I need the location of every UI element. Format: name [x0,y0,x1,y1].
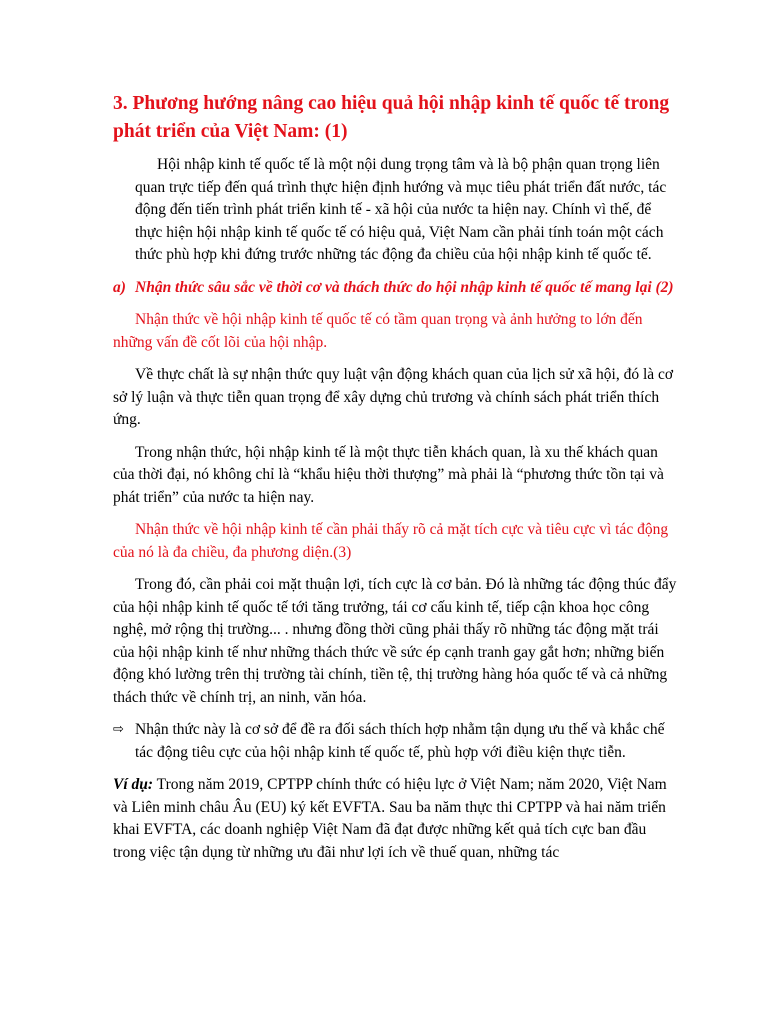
section-heading: 3. Phương hướng nâng cao hiệu quả hội nhập kinh tế quốc tế trong phát triển của Việt Nam: (1) [113,93,670,142]
conclusion-text: Nhận thức này là cơ sở để đề ra đối sách thích hợp nhằm tận dụng ưu thế và khắc chế tác động tiêu cực của hội nhập kinh tế quốc tế, phù hợp với điều kiện thực tiễn. [135,721,665,761]
arrow-right-icon: ⇨ [113,722,124,737]
subsection-a-heading [113,277,678,300]
subsection-a-title: Nhận thức sâu sắc về thời cơ và thách thức do hội nhập kinh tế quốc tế mang lại (2) [135,278,674,296]
highlight-paragraph-2: Nhận thức về hội nhập kinh tế cần phải thấy rõ cả mặt tích cực và tiêu cực vì tác động của nó là đa chiều, đa phương diện.(3) [113,521,669,561]
document-page [113,90,678,864]
highlight-paragraph-1: Nhận thức về hội nhập kinh tế quốc tế có tầm quan trọng và ảnh hưởng to lớn đến những vấn đề cốt lõi của hội nhập. [113,311,643,351]
subsection-a-marker: a) [113,278,126,296]
example-label: Ví dụ: [113,776,154,793]
intro-paragraph: Hội nhập kinh tế quốc tế là một nội dung trọng tâm và là bộ phận quan trọng liên quan trực tiếp đến quá trình thực hiện định hướng và mục tiêu phát triển đất nước, tác động đến tiến trình phát triển kinh tế - xã hội của nước ta hiện nay. Chính vì thế, để thực hiện hội nhập kinh tế quốc tế có hiệu quả, Việt Nam cần phải tính toán một cách thức phù hợp khi đứng trước những tác động đa chiều của hội nhập kinh tế quốc tế. [135,156,667,263]
example-paragraph [113,774,678,864]
example-text: Trong năm 2019, CPTPP chính thức có hiệu lực ở Việt Nam; năm 2020, Việt Nam và Liên minh châu Âu (EU) ký kết EVFTA. Sau ba năm thực thi CPTPP và hai năm triển khai EVFTA, các doanh nghiệp Việt Nam đã đạt được những kết quả tích cực ban đầu trong việc tận dụng từ những ưu đãi như lợi ích về thuế quan, những tác [113,776,667,861]
body-paragraph-1: Về thực chất là sự nhận thức quy luật vận động khách quan của lịch sử xã hội, đó là cơ sở lý luận và thực tiễn quan trọng để xây dựng chủ trương và chính sách phát triển thích ứng. [113,366,674,428]
body-paragraph-3: Trong đó, cần phải coi mặt thuận lợi, tích cực là cơ bản. Đó là những tác động thúc đẩy của hội nhập kinh tế quốc tế tới tăng trưởng, tái cơ cấu kinh tế, tiếp cận khoa học công nghệ, mở rộng thị trường... . nhưng đồng thời cũng phải thấy rõ những tác động mặt trái của hội nhập kinh tế như những thách thức về sức ép cạnh tranh gay gắt hơn; những biến động khó lường trên thị trường tài chính, tiền tệ, thị trường hàng hóa quốc tế và cả những thách thức về chính trị, an ninh, văn hóa. [113,576,677,706]
body-paragraph-2: Trong nhận thức, hội nhập kinh tế là một thực tiễn khách quan, là xu thế khách quan của thời đại, nó không chỉ là “khẩu hiệu thời thượng” mà phải là “phương thức tồn tại và phát triển” của nước ta hiện nay. [113,443,664,506]
conclusion-item [113,719,678,764]
